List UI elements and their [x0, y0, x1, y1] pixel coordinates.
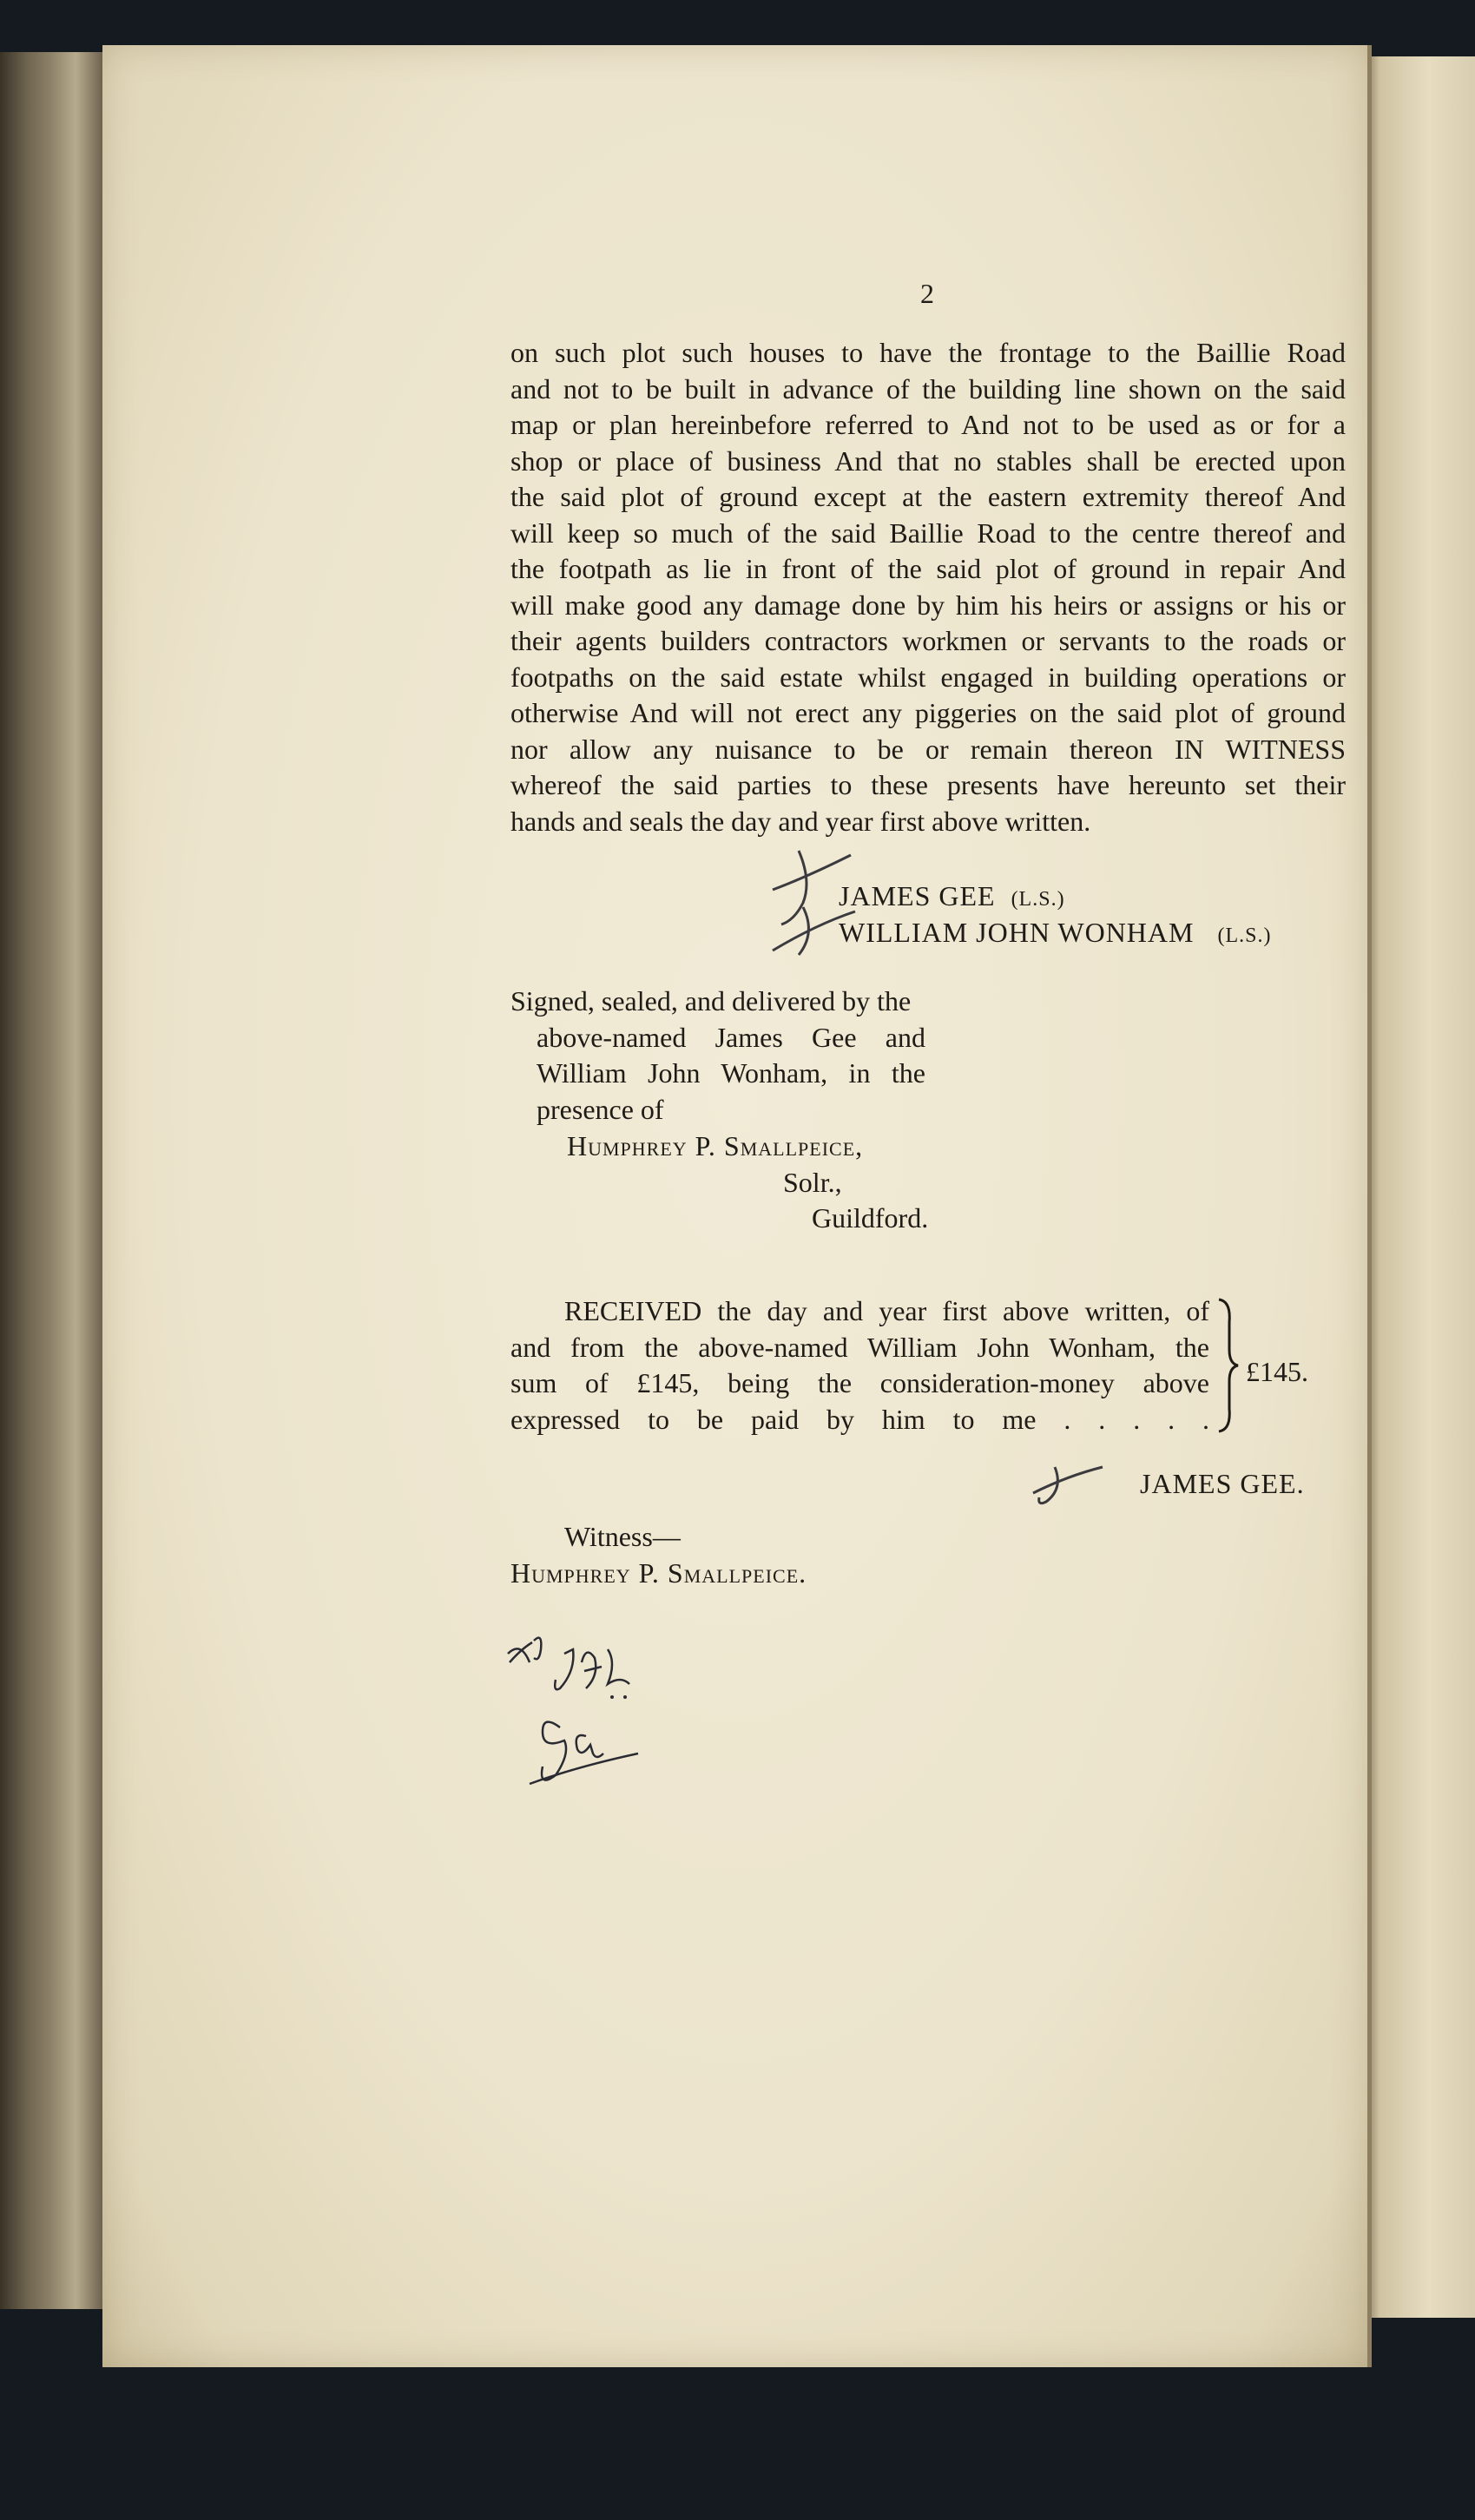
body-text-line: hands and seals the day and year first above written. [510, 806, 1091, 837]
body-text-line: will keep so much of the said Baillie Road to the centre thereof and [510, 517, 1346, 549]
body-text-line: footpaths on the said estate whilst engaged in building operations or [510, 661, 1346, 693]
attestation-witness-title: Solr., [783, 1167, 842, 1198]
witness-label: Witness— [564, 1521, 681, 1552]
facing-page-edge [1359, 56, 1475, 2318]
body-text-line: on such plot such houses to have the frontage to the Baillie Road [510, 337, 1346, 368]
attestation-witness-name: Humphrey P. Smallpeice, [567, 1130, 864, 1161]
attestation-line: above-named James Gee and [537, 1022, 925, 1053]
receipt-signatory: JAMES GEE. [1140, 1468, 1305, 1499]
attestation-line: William John Wonham, in the [537, 1057, 925, 1089]
body-text-line: their agents builders contractors workmen or servants to the roads or [510, 625, 1346, 656]
attestation-line: Signed, sealed, and delivered by the [510, 985, 912, 1017]
body-text-line: will make good any damage done by him his heirs or assigns or his or [510, 589, 1346, 621]
signatory-james-gee: JAMES GEE (L.S.) [839, 880, 1065, 911]
receipt-line: sum of £145, being the consideration-money above [510, 1367, 1209, 1398]
witness-name: Humphrey P. Smallpeice. [510, 1557, 807, 1589]
curly-brace [1215, 1296, 1241, 1435]
body-text-line: nor allow any nuisance to be or remain thereon IN WITNESS [510, 734, 1346, 765]
receipt-line: expressed to be paid by him to me . . . . . [510, 1404, 1209, 1435]
body-text-line: map or plan hereinbefore referred to And not to be used as or for a [510, 409, 1346, 440]
page-number: 2 [920, 278, 934, 309]
receipt-cross-mark [1029, 1458, 1107, 1510]
body-text-line: the said plot of ground except at the eastern extremity thereof And [510, 481, 1346, 512]
attestation-line: presence of [537, 1094, 664, 1125]
receipt-amount: £145. [1246, 1356, 1308, 1387]
receipt-line: RECEIVED the day and year first above written, of [564, 1295, 1209, 1326]
body-text-line: otherwise And will not erect any piggeries on the said plot of ground [510, 697, 1346, 728]
handwritten-initials [499, 1623, 655, 1797]
signatory-william-john-wonham: WILLIAM JOHN WONHAM (L.S.) [839, 917, 1272, 948]
body-text-line: whereof the said parties to these presents have hereunto set their [510, 769, 1346, 800]
attestation-witness-town: Guildford. [812, 1202, 929, 1234]
body-text-line: shop or place of business And that no stables shall be erected upon [510, 445, 1346, 477]
body-text-line: the footpath as lie in front of the said plot of ground in repair And [510, 553, 1346, 584]
book-binding [0, 52, 109, 2309]
body-text-line: and not to be built in advance of the building line shown on the said [510, 373, 1346, 405]
receipt-line: and from the above-named William John Wonham, the [510, 1332, 1209, 1363]
